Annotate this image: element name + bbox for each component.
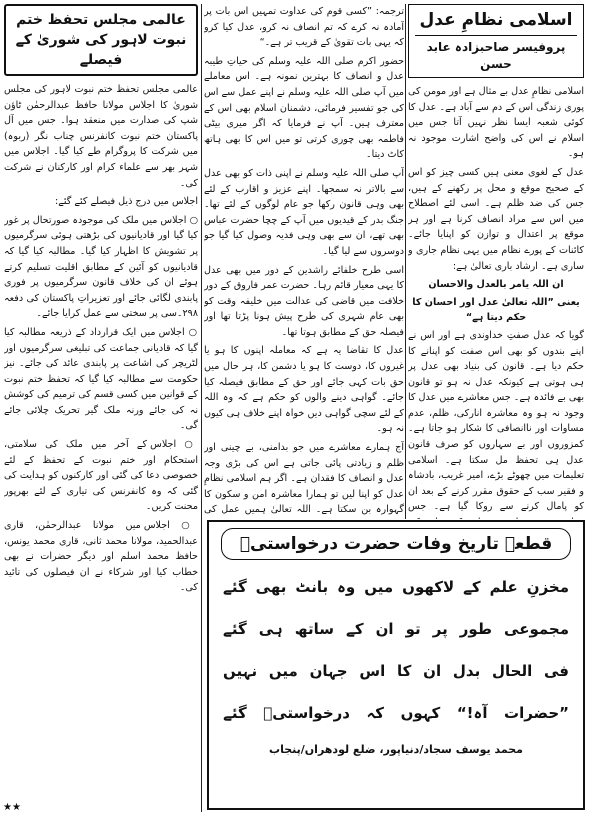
article-continuation [204, 4, 404, 519]
poem-line [223, 608, 569, 650]
poem-word: گئے [223, 704, 247, 722]
article-khatm-e-nabuwwat [4, 4, 198, 812]
paragraph: آج ہمارے معاشرے میں جو بدامنی، بے چینی اور ظلم و زیادتی پائی جاتی ہے اس کی بڑی وجہ عدل و انصاف کا فقدان ہے۔ اگر ہم اسلامی نظامِ عدل کو اپنا لیں تو ہمارا معاشرہ امن و سکون کا گہوارہ بن سکتا ہے۔ اللہ تعالیٰ ہمیں عمل کی [204, 442, 404, 516]
column-divider [405, 4, 406, 519]
article-title: عالمی مجلس تحفظ ختم نبوت لاہور کی شوریٰ کے فیصلے [4, 4, 198, 76]
poem-word: میں [364, 578, 394, 596]
poem-line [223, 650, 569, 692]
paragraph: ترجمہ: ”کسی قوم کی عداوت تمہیں اس بات پر آمادہ نہ کرے کہ تم انصاف نہ کرو، عدل کیا کرو کہ یہی بات تقویٰ کے قریب تر ہے۔“ [204, 6, 404, 49]
decision-item: ○ اجلاس میں مولانا عبدالرحمٰن، قاری عبدالحمید، مولانا محمد ثانی، قاری محمد یونس، حافظ محمد اسلم اور دیگر حضرات نے بھی خطاب کیا اور شرکاء نے ان فیصلوں کی تائید کی۔ [4, 518, 198, 596]
poem-word: کا [397, 662, 412, 680]
poem-word: گئے [223, 620, 247, 638]
poem-word: کہ [366, 704, 385, 722]
paragraph: اسلامی نظامِ عدل بے مثال ہے اور مومن کی پوری زندگی اس کے دم سے آباد ہے۔ عدل کا کوئی شعبہ ایسا نظر نہیں آتا جس میں اسلام نے اس کی واضح اشارت موجود نہ ہو۔ [408, 86, 584, 160]
poem-word: علم [489, 578, 518, 596]
poem-word: اس [359, 662, 386, 680]
poem-word: بدل [452, 662, 481, 680]
poem-credit: محمد یوسف سجاد/دنیاپور، ضلع لودھراں/پنجاب [269, 743, 523, 756]
poem-word: الحال [491, 662, 533, 680]
poem-word: فی [544, 662, 569, 680]
poem-word: مخزنِ [526, 578, 569, 596]
paragraph: حضور اکرم صلی اللہ علیہ وسلم کی حیاتِ طیبہ عدل و انصاف کا بہترین نمونہ ہے۔ اس معاملے میں آپ صلی اللہ علیہ وسلم نے اپنے عمل سے اس کی جو تفسیر فرمائی، دشمنان اسلام بھی اس کے معترف ہیں۔ آپ نے فرمایا کہ اگر میری بیٹی فاطمہ بھی چوری کرتی تو میں اس کا بھی ہاتھ کاٹ دیتا۔ [204, 55, 404, 161]
decision-item: ○ اجلاس میں ملک کی موجودہ صورتحال پر غور کیا گیا اور قادیانیوں کی بڑھتی ہوئی سرگرمیوں پر تشویش کا اظہار کیا گیا۔ مطالبہ کیا گیا کہ قادیانیوں کو آئین کے مطابق اقلیت تسلیم کرتے ہوئے ان کی خلاف قانون سرگرمیوں پر فوری پابندی لگائی جائے اور تعزیراتِ پاکستان کی دفعہ ۲۹۸۔سی پر سختی سے عمل کرایا جائے۔ [4, 213, 198, 322]
poem-word: لاکھوں [402, 578, 455, 596]
article-header [408, 4, 584, 78]
poem-word: بانٹ [295, 578, 329, 596]
poem-word: کے [463, 578, 481, 596]
poem-word: ان [375, 620, 394, 638]
poem-word: گئے [223, 578, 247, 596]
poem-word: میں [268, 662, 298, 680]
article-islamic-justice [408, 4, 584, 519]
poem-line [223, 692, 569, 734]
poem-title: قطعہ تاریخ وفات حضرت درخواستیؒ [221, 528, 571, 560]
poem-word: درخواستیؒ [263, 704, 350, 722]
poem-word: جہان [309, 662, 348, 680]
paragraph: عدل کا تقاضا یہ ہے کہ معاملہ اپنوں کا ہو یا غیروں کا، دوست کا ہو یا دشمن کا، ہر حال میں حق بات کہی جائے اور حق کے مطابق فیصلہ کیا جائے۔ گواہی دینے والوں کو حکم ہے کہ وہ اللہ کے لئے سچی گواہی دیں خواہ اپنے خلاف ہی کیوں نہ ہو۔ [204, 345, 404, 435]
poem-word: ہی [258, 620, 283, 638]
poem-word: بھی [255, 578, 287, 596]
decision-item: ○ اجلاس کے آخر میں ملک کی سلامتی، استحکام اور ختم نبوت کے تحفظ کے لئے خصوصی دعا کی گئی اور کارکنوں کو ہدایت کی گئی کہ وہ کانفرنس کی تیاری کے لئے بھرپور محنت کریں۔ [4, 437, 198, 515]
paragraph: عدل کے لغوی معنی ہیں کسی چیز کو اس کے صحیح موقع و محل پر رکھنے کے ہیں، جس کی ضد ظلم ہے۔ اسی لئے اصطلاح میں اس سے مراد انصاف کرنا ہے اور ہر موقع پر اعتدال و توازن کو اپنایا جائے۔ کائنات کے پورے نظام میں یہی نظام جاری و ساری ہے۔ ارشاد باری تعالیٰ ہے: [408, 166, 584, 272]
poem-word: وہ [337, 578, 356, 596]
column-divider [201, 4, 202, 812]
verse-translation: یعنی ”اللہ تعالیٰ عدل اور احسان کا حکم دیتا ہے“ [412, 296, 580, 324]
poem-word: ساتھ [294, 620, 334, 638]
poem-word: ان [423, 662, 442, 680]
quranic-verse: ان اللہ یامر بالعدل والاحسان [428, 279, 564, 291]
poem-word: تو [405, 620, 421, 638]
article-author: پروفیسر صاحبزادہ عابد حسن [415, 35, 577, 73]
decision-item: ○ اجلاس میں ایک قرارداد کے ذریعہ مطالبہ کیا گیا کہ قادیانی جماعت کی تبلیغی سرگرمیوں اور لٹریچر کی اشاعت پر پابندی عائد کی جائے۔ نیز حکومت سے مطالبہ کیا گیا کہ تحفظ ختم نبوت کے قوانین میں کسی قسم کی ترمیم کی کوشش نہ کی جائے ورنہ ملک گیر تحریک چلائی جائے گی۔ [4, 325, 198, 434]
paragraph: اجلاس میں درج ذیل فیصلے کئے گئے: [55, 196, 198, 208]
paragraph: عالمی مجلس تحفظ ختم نبوت لاہور کی مجلس شوریٰ کا اجلاس مولانا حافظ عبدالرحمٰن ٹاؤن شپ کی صدارت میں منعقد ہوا۔ جس میں آل پاکستان ختم نبوت کانفرنس چناب نگر (ربوہ) میں شرکت کا پروگرام طے کیا گیا۔ اجلاس میں شہر بھر سے علماء کرام اور کارکنان نے شرکت کی۔ [4, 84, 198, 189]
paragraph: آپ صلی اللہ علیہ وسلم نے اپنی ذات کو بھی عدل سے بالاتر نہ سمجھا۔ اپنے عزیز و اقارب کے لئے بھی وہی قانون رکھا جو عام لوگوں کے لئے تھا۔ جنگ بدر کے قیدیوں میں آپ کے چچا حضرت عباس بھی تھے، ان سے بھی وہی فدیہ وصول کیا گیا جو دوسروں سے لیا گیا۔ [204, 167, 404, 257]
poem-word: طور [459, 620, 492, 638]
poem-word: آہ!“ [456, 704, 488, 722]
poem-word: نہیں [223, 662, 258, 680]
article-title: اسلامی نظامِ عدل [419, 10, 573, 30]
poem-word: پر [432, 620, 448, 638]
page-marker: ★★ [3, 802, 21, 813]
poem-line [223, 566, 569, 608]
paragraph: اسی طرح خلفائے راشدین کے دور میں بھی عدل کا یہی معیار قائم رہا۔ حضرت عمر فاروق کے دور خلافت میں قاضی کی عدالت میں خلیفہ وقت کو بھی عام شہری کی طرح پیش ہونا پڑتا تھا اور فیصلہ حق کے مطابق ہوتا تھا۔ [204, 264, 404, 338]
poem-box [207, 520, 585, 810]
poem-word: ”حضرات [504, 704, 569, 722]
poem-word: مجموعی [504, 620, 569, 638]
paragraph: گویا کہ عدل صفتِ خداوندی ہے اور اس نے اپنے بندوں کو بھی اس صفت کو اپنانے کا حکم دیا ہے۔ قانون کی بنیاد بھی عدل پر ہی ہوتی ہے کیونکہ عدل نہ ہو تو قانون بھی بے فائدہ ہے۔ جس معاشرے میں عدل کا وجود نہ ہو وہ معاشرہ انارکی، ظلم، عدم مساوات اور ناانصافی کا شکار ہو جاتا ہے۔ کمزوروں اور بے سہاروں کو صرف قانون عدل ہی تحفظ مل سکتا ہے۔ اسلامی تعلیمات میں چھوٹے بڑے، امیر غریب، بادشاہ و فقیر سب کے حقوق مقرر کرنے کے بعد ان کو پامال کرنے سے روکا گیا ہے۔ جس [408, 329, 584, 513]
poem-word: کے [346, 620, 364, 638]
poem-word: کہوں [400, 704, 441, 722]
